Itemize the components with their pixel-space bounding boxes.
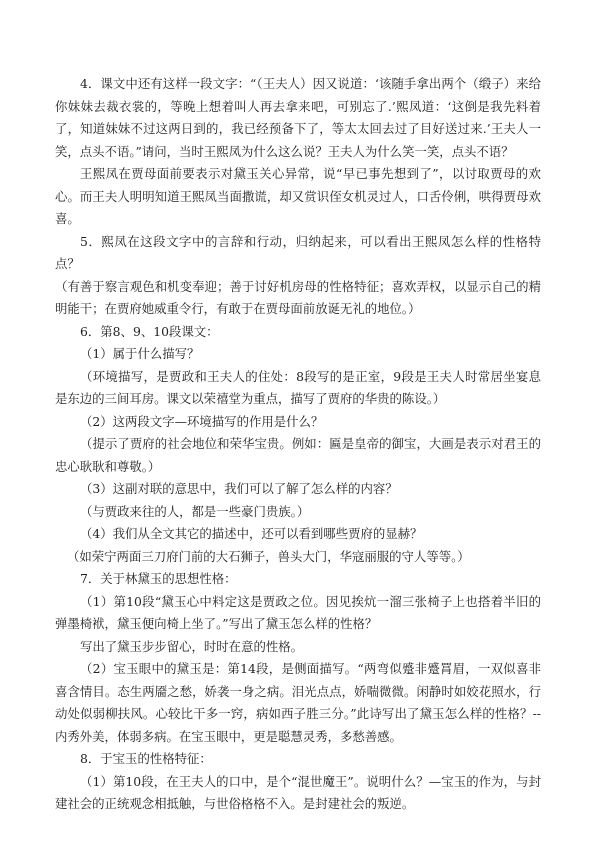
answer-7-1: 写出了黛玉步步留心，时时在意的性格。 <box>80 638 304 654</box>
question-7-heading: 7．关于林黛玉的思想性格： <box>80 571 237 586</box>
question-8-heading: 8．于宝玉的性格特征： <box>80 751 212 766</box>
answer-4: 王熙凤在贾母面前要表示对黛玉关心异常，说“早已事先想到了”，以讨取贾母的欢心。而王夫人明明知道王熙凤当面撒谎，却又赏识侄女机灵过人，口舌伶俐，哄得贾母欢喜。 <box>55 166 541 226</box>
question-7-2: （2）宝玉眼中的黛玉是：第14段，是侧面描写。“两弯似蹙非蹙罥眉，一双似喜非喜含情目。态生两靥之愁，娇袭一身之病。泪光点点，娇喘微微。闲静时如姣花照水，行动处似弱柳扶风。心较比干多一窍，病如西子胜三分。”此诗写出了黛玉怎么样的性格？--内秀外美，体弱多病。在宝玉眼中，更是聪慧灵秀，多愁善感。 <box>55 661 541 744</box>
question-5: 5．熙凤在这段文字中的言辞和行动，归纳起来，可以看出王熙凤怎么样的性格特点？ <box>55 233 541 271</box>
answer-6-1: （环境描写，是贾政和王夫人的住处：8段写的是正室，9段是王夫人时常居坐宴息是东边的三间耳房。课文以荣禧堂为重点，描写了贾府的华贵的陈设。） <box>55 368 541 406</box>
question-4: 4．课文中还有这样一段文字：“（王夫人）因又说道：‘该随手拿出两个（缎子）来给你妹妹去裁衣裳的，等晚上想着叫人再去拿来吧，可别忘了.’熙凤道：‘这倒是我先料着了，知道妹妹不过这两日到的，我已经预备下了，等太太回去过了目好送过来.’王夫人一笑，点头不语。”请问，当时王熙凤为什么这么说？王夫人为什么笑一笑，点头不语？ <box>55 76 541 159</box>
question-8-1: （1）第10段，在王夫人的口中，是个“混世魔王”。说明什么？—宝玉的作为，与封建社会的正统观念相抵触，与世俗格格不入。是封建社会的叛逆。 <box>55 773 541 811</box>
question-6-3: （3）这副对联的意思中，我们可以了解了怎么样的内容？ <box>80 481 398 496</box>
question-6-2: （2）这两段文字—环境描写的作用是什么？ <box>80 413 324 429</box>
question-6-heading: 6．第8、9、10段课文： <box>80 323 219 339</box>
question-7-1: （1）第10段“黛玉心中料定这是贾政之位。因见挨炕一溜三张椅子上也搭着半旧的弹墨椅袱，黛玉便向椅上坐了。”写出了黛玉怎么样的性格？ <box>55 593 541 631</box>
document-body <box>55 73 541 816</box>
answer-5: （有善于察言观色和机变奉迎；善于讨好机房母的性格特征；喜欢弄权，以显示自己的精明能干；在贾府她威重令行，有敢于在贾母面前放诞无礼的地位。） <box>55 278 541 316</box>
answer-6-2: （提示了贾府的社会地位和荣华宝贵。例如：匾是皇帝的御宝，大画是表示对君王的忠心耿耿和尊敬。） <box>55 436 541 474</box>
question-6-4: （4）我们从全文其它的描述中，还可以看到哪些贾府的显赫？ <box>80 526 423 541</box>
answer-6-3: （与贾政来往的人，都是一些豪门贵族。） <box>80 503 310 519</box>
answer-6-4: （如荣宁两面三刀府门前的大石狮子，兽头大门，华寇丽服的守人等等。） <box>67 548 470 564</box>
question-6-1: （1）属于什么描写？ <box>80 346 200 361</box>
